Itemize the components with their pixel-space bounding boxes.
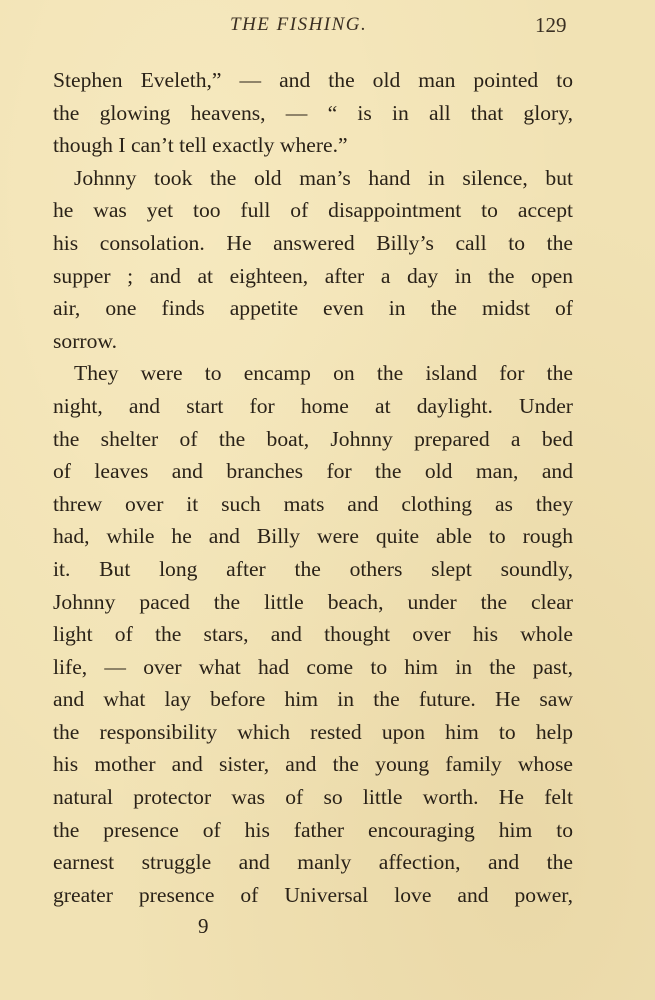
text-line: he was yet too full of disappointment to accept (53, 198, 573, 223)
text-line: though I can’t tell exactly where.” (53, 133, 348, 158)
text-line: earnest struggle and manly affection, and the (53, 850, 573, 875)
running-title: THE FISHING. (230, 14, 368, 35)
running-head (0, 14, 655, 44)
paragraph (53, 162, 573, 358)
text-line: threw over it such mats and clothing as they (53, 491, 573, 516)
text-line: natural protector was of so little worth. He felt (53, 785, 573, 810)
text-line: of leaves and branches for the old man, and (53, 459, 573, 484)
text-line: They were to encamp on the island for the (74, 361, 573, 386)
text-line: the presence of his father encouraging him to (53, 817, 573, 842)
text-line: life, — over what had come to him in the past, (53, 654, 573, 679)
text-line: Stephen Eveleth,” — and the old man pointed to (53, 68, 573, 92)
body-text (53, 64, 573, 911)
text-line: greater presence of Universal love and power, (53, 882, 573, 907)
text-line: and what lay before him in the future. He saw (53, 687, 573, 712)
text-line: his consolation. He answered Billy’s call to the (53, 230, 573, 255)
text-line: sorrow. (53, 328, 117, 353)
paragraph (53, 64, 573, 162)
page-number: 129 (535, 13, 567, 37)
text-line: supper ; and at eighteen, after a day in the open (53, 263, 573, 288)
text-line: the glowing heavens, — “ is in all that glory, (53, 100, 573, 125)
text-line: had, while he and Billy were quite able to rough (53, 524, 573, 549)
text-line: it. But long after the others slept soundly, (53, 556, 573, 581)
text-line: the responsibility which rested upon him to help (53, 719, 573, 744)
text-line: Johnny paced the little beach, under the clear (53, 589, 573, 614)
text-line: the shelter of the boat, Johnny prepared a bed (53, 426, 573, 451)
paragraph (53, 357, 573, 911)
text-line: air, one finds appetite even in the midst of (53, 296, 573, 321)
text-line: night, and start for home at daylight. Under (53, 393, 573, 418)
text-line: Johnny took the old man’s hand in silence, but (74, 165, 573, 190)
text-line: light of the stars, and thought over his whole (53, 622, 573, 647)
text-line: his mother and sister, and the young family whose (53, 752, 573, 777)
signature-mark: 9 (198, 914, 209, 938)
